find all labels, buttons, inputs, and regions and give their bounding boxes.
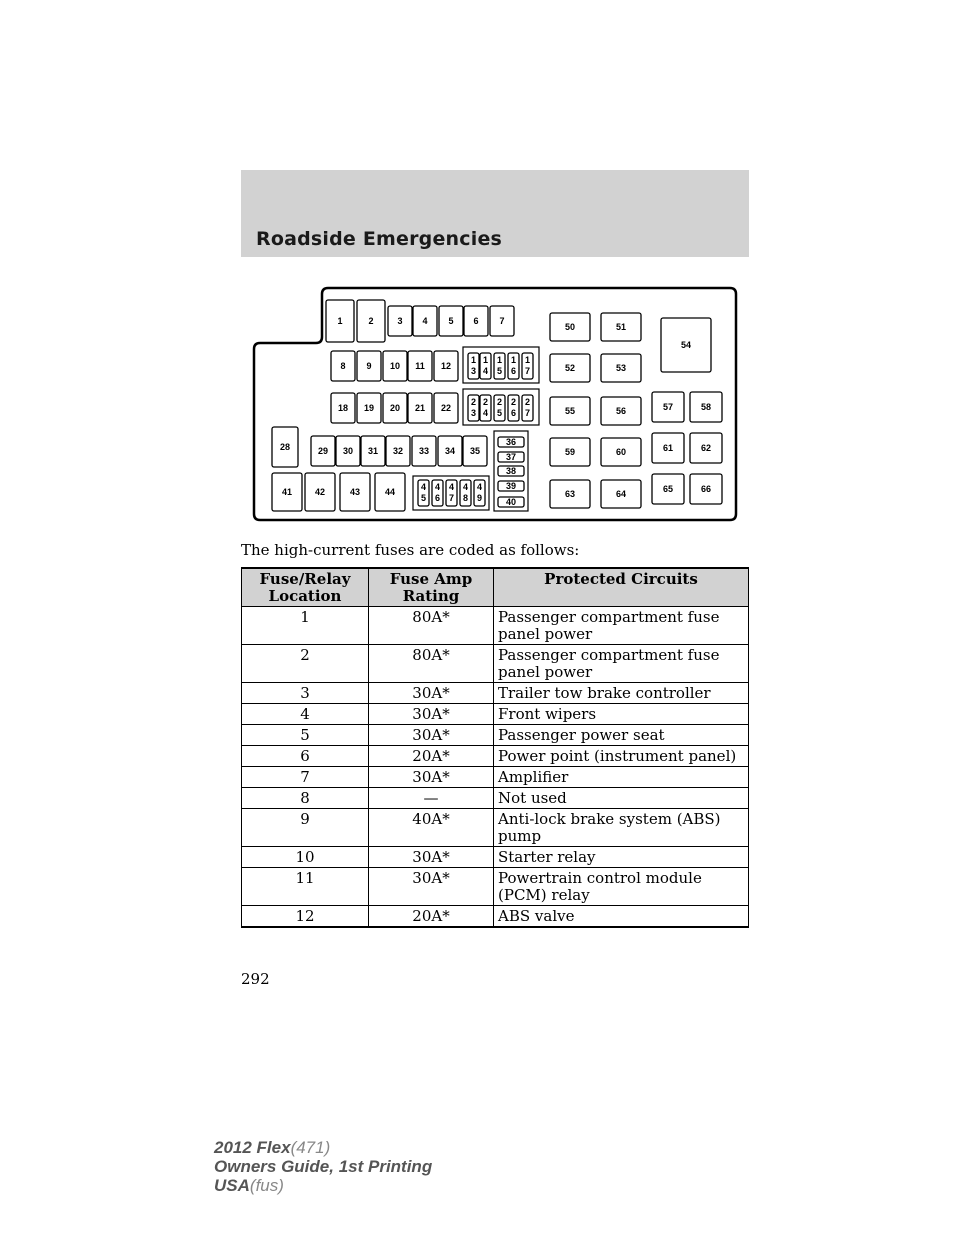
fuse-label: 2 5 [496,397,503,418]
table-row [242,788,749,809]
fuse-label: 30 [342,446,354,457]
table-row [242,868,749,906]
fuse-label: 34 [444,446,456,457]
cell-location: 6 [242,746,369,767]
cell-circuit: Front wipers [494,704,749,725]
fuse-label: 10 [389,361,401,372]
table-row [242,683,749,704]
cell-amp: 20A* [369,906,494,928]
cell-location: 7 [242,767,369,788]
footer-model: 2012 Flex [214,1138,291,1157]
cell-amp: 30A* [369,683,494,704]
fuse-label: 42 [314,487,326,498]
fuse-label: 31 [367,446,379,457]
cell-location: 9 [242,809,369,847]
cell-circuit: Amplifier [494,767,749,788]
fuse-label: 1 7 [524,355,531,376]
fuse-label: 62 [700,443,712,454]
footer-code: (471) [290,1138,331,1157]
footer-edition: Owners Guide, 1st Printing [214,1157,433,1176]
cell-location: 4 [242,704,369,725]
cell-circuit: Anti-lock brake system (ABS) pump [494,809,749,847]
print-footer [214,1138,432,1195]
fuse-label: 35 [469,446,481,457]
cell-location: 5 [242,725,369,746]
fuse-label: 32 [392,446,404,457]
header-amp: Fuse Amp Rating [369,568,494,607]
table-row [242,847,749,868]
fuse-label: 28 [279,442,291,453]
cell-amp: 40A* [369,809,494,847]
table-header-row [242,568,749,607]
table-row [242,607,749,645]
fuse-label: 36 [505,437,517,448]
fuse-label: 66 [700,484,712,495]
table-row [242,645,749,683]
fuse-label: 59 [564,447,576,458]
fuse-label: 9 [366,361,372,372]
table-row [242,809,749,847]
fuse-label: 2 6 [510,397,517,418]
fuse-box-diagram [250,283,740,523]
fuse-label: 4 6 [434,482,441,503]
fuse-label: 65 [662,484,674,495]
section-title: Roadside Emergencies [256,228,503,250]
cell-circuit: Powertrain control module (PCM) relay [494,868,749,906]
fuse-label: 5 [448,316,454,327]
fuse-label: 18 [337,403,349,414]
cell-amp: — [369,788,494,809]
fuse-label: 53 [615,363,627,374]
fuse-label: 3 [397,316,403,327]
intro-text: The high-current fuses are coded as follows: [241,541,580,559]
fuse-label: 20 [389,403,401,414]
cell-location: 11 [242,868,369,906]
fuse-label: 21 [414,403,426,414]
fuse-label: 2 [368,316,374,327]
fuse-label: 4 7 [448,482,455,503]
page-number: 292 [241,970,270,988]
fuse-label: 58 [700,402,712,413]
fuse-label: 1 5 [496,355,503,376]
fuse-label: 33 [418,446,430,457]
cell-circuit: Not used [494,788,749,809]
fuse-label: 4 [422,316,428,327]
fuse-label: 61 [662,443,674,454]
fuse-label: 4 8 [462,482,469,503]
fuse-label: 39 [505,481,517,492]
fuse-label: 1 3 [470,355,477,376]
fuse-label: 37 [505,452,517,463]
fuse-label: 44 [384,487,396,498]
fuse-label: 54 [680,340,692,351]
fuse-label: 43 [349,487,361,498]
cell-location: 2 [242,645,369,683]
cell-location: 3 [242,683,369,704]
footer-market-code: (fus) [249,1176,284,1195]
cell-circuit: ABS valve [494,906,749,928]
table-row [242,746,749,767]
cell-amp: 30A* [369,725,494,746]
fuse-label: 41 [281,487,293,498]
fuse-label: 8 [340,361,346,372]
fuse-label: 22 [440,403,452,414]
fuse-label: 50 [564,322,576,333]
fuse-label: 1 [337,316,343,327]
fuse-label: 60 [615,447,627,458]
fuse-label: 4 5 [420,482,427,503]
cell-location: 8 [242,788,369,809]
fuse-label: 64 [615,489,627,500]
fuse-label: 40 [505,497,517,508]
cell-amp: 30A* [369,704,494,725]
fuse-label: 63 [564,489,576,500]
cell-circuit: Power point (instrument panel) [494,746,749,767]
cell-circuit: Passenger compartment fuse panel power [494,645,749,683]
fuse-label: 1 4 [482,355,489,376]
cell-location: 1 [242,607,369,645]
cell-circuit: Passenger power seat [494,725,749,746]
table-row [242,725,749,746]
cell-amp: 20A* [369,746,494,767]
cell-amp: 30A* [369,868,494,906]
fuse-label: 2 7 [524,397,531,418]
section-header [241,170,749,257]
table-row [242,906,749,928]
fuse-label: 6 [473,316,479,327]
table-row [242,704,749,725]
fuse-table [241,567,749,928]
cell-amp: 80A* [369,607,494,645]
fuse-label: 38 [505,466,517,477]
fuse-label: 56 [615,406,627,417]
fuse-label: 1 6 [510,355,517,376]
cell-circuit: Starter relay [494,847,749,868]
cell-location: 10 [242,847,369,868]
header-location: Fuse/Relay Location [242,568,369,607]
cell-amp: 30A* [369,767,494,788]
fuse-label: 11 [415,361,425,372]
cell-location: 12 [242,906,369,928]
fuse-label: 19 [363,403,375,414]
fuse-label: 7 [499,316,505,327]
fuse-label: 2 3 [470,397,477,418]
fuse-label: 57 [662,402,674,413]
fuse-label: 4 9 [476,482,483,503]
cell-circuit: Trailer tow brake controller [494,683,749,704]
header-circuits: Protected Circuits [494,568,749,607]
fuse-label: 52 [564,363,576,374]
fuse-label: 55 [564,406,576,417]
footer-market: USA [214,1176,250,1195]
fuse-label: 29 [317,446,329,457]
fuse-label: 12 [440,361,452,372]
cell-amp: 80A* [369,645,494,683]
table-row [242,767,749,788]
cell-circuit: Passenger compartment fuse panel power [494,607,749,645]
fuse-label: 2 4 [482,397,489,418]
fuse-label: 51 [615,322,627,333]
cell-amp: 30A* [369,847,494,868]
